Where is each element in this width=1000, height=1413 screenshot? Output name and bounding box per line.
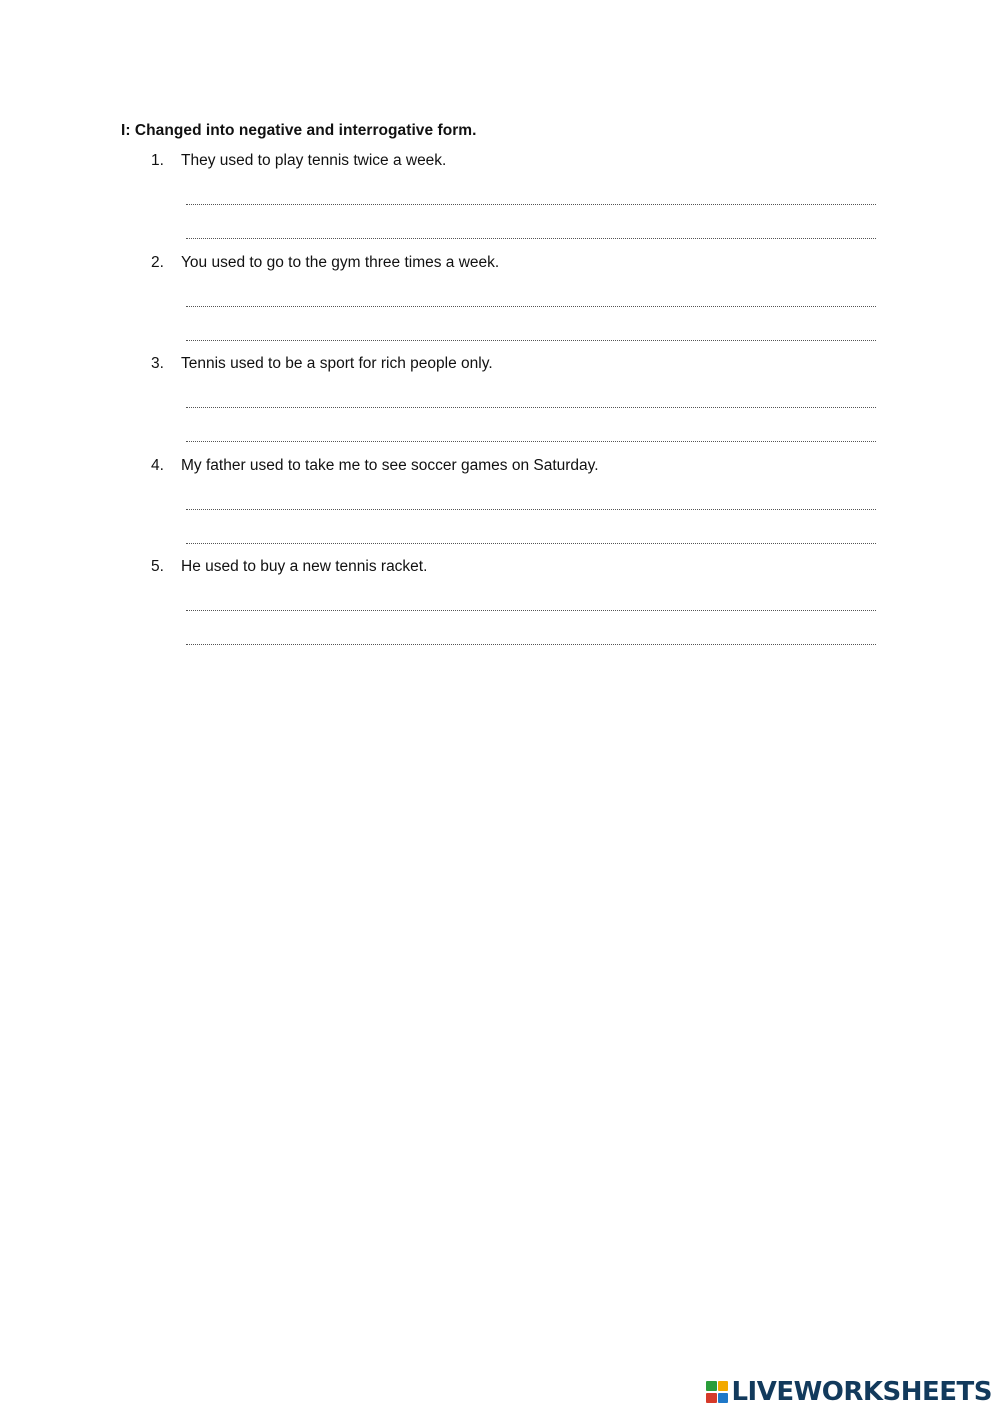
answer-line-4a[interactable] bbox=[186, 476, 876, 510]
question-number: 4. bbox=[151, 456, 164, 474]
answer-line-1a[interactable] bbox=[186, 171, 876, 205]
answer-line-4b[interactable] bbox=[186, 510, 876, 544]
answer-line-2a[interactable] bbox=[186, 273, 876, 307]
question-4 bbox=[121, 456, 881, 558]
answer-line-5a[interactable] bbox=[186, 577, 876, 611]
question-text: He used to buy a new tennis racket. bbox=[181, 558, 428, 575]
question-text: My father used to take me to see soccer games on Saturday. bbox=[181, 456, 599, 474]
question-5 bbox=[121, 557, 881, 659]
question-text: You used to go to the gym three times a week. bbox=[181, 253, 500, 271]
liveworksheets-logo bbox=[706, 1377, 992, 1407]
question-text: Tennis used to be a sport for rich people only. bbox=[181, 355, 493, 372]
worksheet bbox=[121, 121, 881, 659]
question-number: 1. bbox=[151, 152, 164, 169]
question-1 bbox=[121, 151, 881, 253]
answer-line-5b[interactable] bbox=[186, 611, 876, 645]
answer-line-3a[interactable] bbox=[186, 374, 876, 408]
exercise-heading: I: Changed into negative and interrogative form. bbox=[121, 122, 477, 139]
answer-line-2b[interactable] bbox=[186, 307, 876, 341]
question-2 bbox=[121, 253, 881, 355]
question-number: 3. bbox=[151, 355, 164, 372]
answer-line-1b[interactable] bbox=[186, 205, 876, 239]
question-3 bbox=[121, 354, 881, 456]
question-text: They used to play tennis twice a week. bbox=[181, 152, 447, 169]
logo-grid-icon bbox=[706, 1381, 728, 1403]
question-number: 5. bbox=[151, 558, 164, 575]
question-number: 2. bbox=[151, 253, 164, 271]
answer-line-3b[interactable] bbox=[186, 408, 876, 442]
logo-text: LIVEWORKSHEETS bbox=[731, 1377, 992, 1407]
